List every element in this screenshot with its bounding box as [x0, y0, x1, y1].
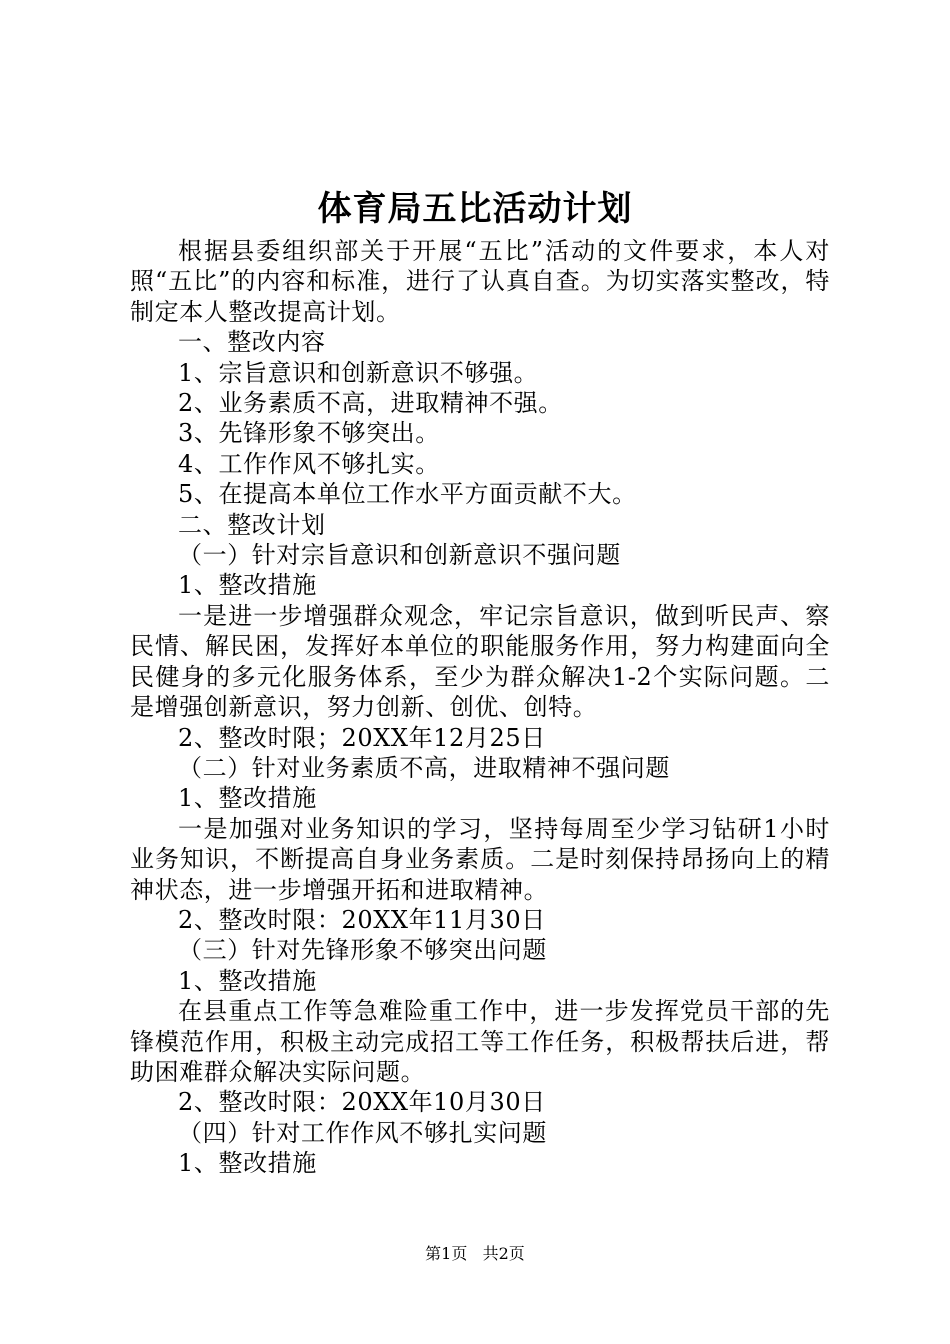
section-heading: 一、整改内容: [178, 328, 326, 357]
subsection-heading: （四）针对工作作风不够扎实问题: [178, 1118, 547, 1147]
list-item: 5、在提高本单位工作水平方面贡献不大。: [178, 480, 637, 509]
list-item: 1、整改措施: [178, 571, 317, 600]
paragraph: 在县重点工作等急难险重工作中，进一步发挥党员干部的先锋模范作用，积极主动完成招工等工作任务，积极帮扶后进，帮助困难群众解决实际问题。: [130, 997, 830, 1086]
document-title: 体育局五比活动计划: [317, 189, 633, 229]
section-heading: 二、整改计划: [178, 510, 326, 539]
list-item: 1、整改措施: [178, 1149, 317, 1178]
deadline: 2、整改时限；20XX年12月25日: [178, 723, 546, 752]
deadline: 2、整改时限：20XX年10月30日: [178, 1088, 546, 1117]
page-total: 共2页: [482, 1244, 525, 1263]
page-footer: [0, 1242, 950, 1266]
subsection-heading: （一）针对宗旨意识和创新意识不强问题: [178, 541, 621, 570]
list-item: 2、业务素质不高，进取精神不强。: [178, 389, 563, 418]
subsection-heading: （二）针对业务素质不高，进取精神不强问题: [178, 753, 670, 782]
list-item: 1、整改措施: [178, 784, 317, 813]
deadline: 2、整改时限：20XX年11月30日: [178, 905, 546, 934]
list-item: 3、先锋形象不够突出。: [178, 419, 440, 448]
paragraph-intro: 根据县委组织部关于开展“五比”活动的文件要求，本人对照“五比”的内容和标准，进行了认真自查。为切实落实整改，特制定本人整改提高计划。: [130, 237, 830, 326]
paragraph: 一是进一步增强群众观念，牢记宗旨意识，做到听民声、察民情、解民困，发挥好本单位的职能服务作用，努力构建面向全民健身的多元化服务体系，至少为群众解决1-2个实际问题。二是增强创新意识，努力创新、创优、创特。: [130, 601, 830, 722]
subsection-heading: （三）针对先锋形象不够突出问题: [178, 936, 547, 965]
list-item: 1、整改措施: [178, 966, 317, 995]
paragraph: 一是加强对业务知识的学习，坚持每周至少学习钻研1小时业务知识，不断提高自身业务素质。二是时刻保持昂扬向上的精神状态，进一步增强开拓和进取精神。: [130, 814, 830, 904]
page-number: 第1页: [425, 1244, 468, 1263]
list-item: 1、宗旨意识和创新意识不够强。: [178, 358, 539, 387]
document-body: [130, 236, 830, 1179]
list-item: 4、工作作风不够扎实。: [178, 449, 440, 478]
